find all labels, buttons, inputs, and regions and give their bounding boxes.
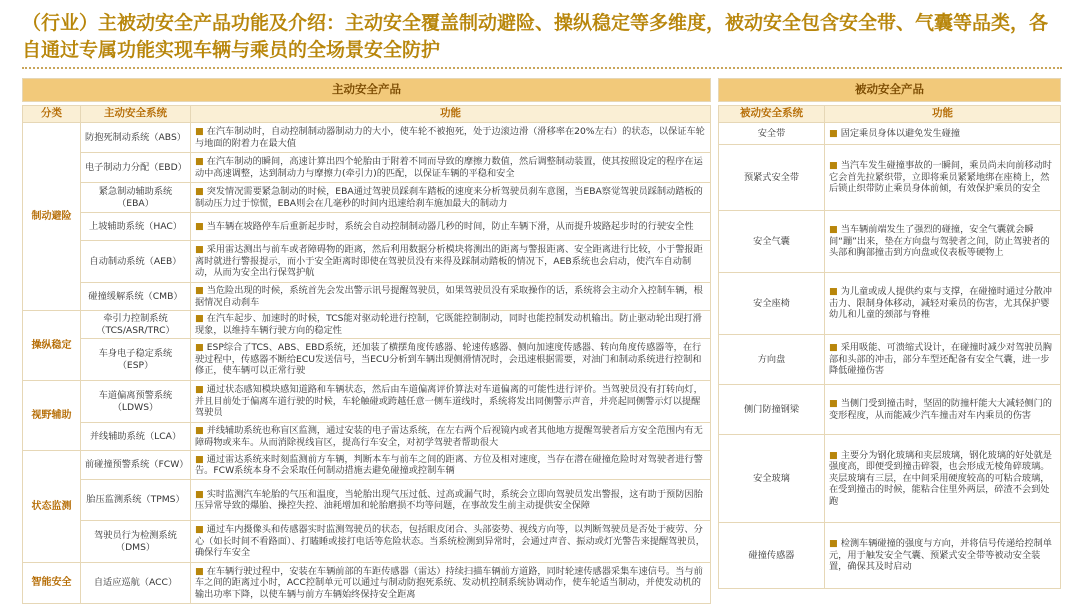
function-aeb: 采用雷达测出与前车或者障碍物的距离，然后利用数据分析模块将测出的距离与警报距离、安全距离进行比较，小于警报距离时就进行警报提示，而小于安全距离时即使在驾驶员没有来得及踩制动踏板的情况下，AEB系统也会启动，使汽车自动制动，从而为安全出行保驾护航 [195,244,703,279]
bullet-icon: ■ [195,220,204,232]
bullet-icon: ■ [195,453,204,465]
system-abs: 防抱死制动系统（ABS） [81,123,191,153]
function-esp: ESP综合了TCS、ABS、EBD系统，还加装了横摆角度传感器、轮速传感器、侧向加速度传感器、转向角度传感器等，在行驶过程中，传感器不断给ECU发送信号，当ECU分析到车辆出现侧滑情况时，会迅速根据需要，对油门和制动系统进行控制和修正，使车辆可以正常行驶 [195,342,702,377]
system-lca: 并线辅助系统（LCA） [81,423,191,451]
function-hac: 当车辆在坡路停车后重新起步时，系统会自动控制制动器几秒的时间，防止车辆下滑，从而提升坡路起步时的行驶安全性 [206,220,694,232]
function-ldws: 通过状态感知模块感知道路和车辆状态，然后由车道偏离评价算法对车道偏离的可能性进行评价。当驾驶员没有打转向灯，并且目前处于偏离车道行驶的时候，车轮触碰或跨越任意一侧车道线时，系统将发出同侧警示声音，并亮起同侧警示灯以提醒驾驶员 [195,384,703,419]
bullet-icon: ■ [195,488,204,500]
bullet-icon: ■ [195,156,204,167]
system-safety-seat: 安全座椅 [719,273,825,335]
passive-safety-table [718,78,1061,589]
function-acc: 在车辆行驶过程中，安装在车辆前部的车距传感器（雷达）持续扫描车辆前方道路，同时轮速传感器采集车速信号。当与前车之间的距离过小时，ACC控制单元可以通过与制动防抱死系统、发动机控制系统协调动作，使车轮适当制动，并使发动机的输出功率下降，以使车辆与前方车辆始终保持安全距离 [195,565,703,600]
system-ebd: 电子制动力分配（EBD） [81,153,191,183]
category-monitoring: 状态监测 [23,451,81,563]
col-header-system: 主动安全系统 [81,106,191,123]
function-dms: 通过车内摄像头和传感器实时监测驾驶员的状态，包括眼皮闭合、头部姿势、视线方向等，以判断驾驶员是否处于疲劳、分心（如长时间不看路面）、打瞌睡或接打电话等危险状态。当系统检测到异常时，会通过声音、振动或灯光警告来提醒驾驶员，确保行车安全 [195,524,705,559]
bullet-icon: ■ [829,449,838,461]
category-stability: 操纵稳定 [23,311,81,381]
function-airbag: 当车辆前端发生了强烈的碰撞，安全气囊就会瞬间“蹦”出来，垫在方向盘与驾驶者之间，防止驾驶者的头部和胸部撞击到方向盘或仪表板等硬物上 [829,224,1050,259]
function-door-beam: 当侧门受到撞击时，坚固的防撞杆能大大减轻侧门的变形程度，从而能减少汽车撞击对车内乘员的伤害 [829,398,1052,421]
function-eba: 突发情况需要紧急制动的时候，EBA通过驾驶员踩刹车踏板的速度来分析驾驶员刹车意图，当EBA察觉驾驶员踩制动踏板的制动压力过于惊慌，EBA则会在几毫秒的时间内迅速给刹车施加最大的制动力 [195,186,703,209]
active-safety-header: 主动安全产品 [23,79,711,102]
system-aeb: 自动制动系统（AEB） [81,241,191,283]
system-tpms: 胎压监测系统（TPMS） [81,480,191,521]
active-safety-table [22,78,711,604]
system-seatbelt: 安全带 [719,123,825,145]
function-pretensioner: 当汽车发生碰撞事故的一瞬间，乘员尚未向前移动时它会首先拉紧织带，立即将乘员紧紧地绑在座椅上，然后锁止织带防止乘员身体前倾，有效保护乘员的安全 [829,160,1052,195]
bullet-icon: ■ [829,398,838,409]
system-tcs: 牵引力控制系统（TCS/ASR/TRC） [81,311,191,339]
function-cmb: 当危险出现的时候，系统首先会发出警示讯号提醒驾驶员，如果驾驶员没有采取操作的话，系统将会主动介入控制车辆，根据情况自动刹车 [195,285,703,308]
function-steering-wheel: 采用吸能、可溃缩式设计，在碰撞时减少对驾驶员胸部和头部的冲击，部分车型还配备有安全气囊，进一步降低碰撞伤害 [829,342,1052,377]
system-dms: 驾驶员行为检测系统（DMS） [81,521,191,563]
bullet-icon: ■ [195,342,204,354]
function-safety-seat: 为儿童或成人提供约束与支撑，在碰撞时通过分散冲击力、限制身体移动，减轻对乘员的伤害，尤其保护婴幼儿和儿童的颈部与脊椎 [829,286,1052,321]
bullet-icon: ■ [829,342,838,354]
system-pretensioner: 预紧式安全带 [719,145,825,211]
bullet-icon: ■ [195,384,204,396]
category-vision: 视野辅助 [23,381,81,451]
category-smart: 智能安全 [23,563,81,604]
system-ldws: 车道偏离预警系统（LDWS） [81,381,191,423]
bullet-icon: ■ [195,565,204,577]
col-header-passive-function: 功能 [825,106,1061,123]
page-title: （行业）主被动安全产品功能及介绍：主动安全覆盖制动避险、操纵稳定等多维度，被动安全包含安全带、气囊等品类，各自通过专属功能实现车辆与乘员的全场景安全防护 [22,12,1049,61]
dotted-divider [22,67,1062,69]
system-steering-wheel: 方向盘 [719,335,825,385]
bullet-icon: ■ [195,244,204,256]
function-fcw: 通过雷达系统来时刻监测前方车辆，判断本车与前车之间的距离、方位及相对速度，当存在潜在碰撞危险时对驾驶者进行警告。FCW系统本身不会采取任何制动措施去避免碰撞或控制车辆 [195,453,703,476]
col-header-function: 功能 [191,106,711,123]
system-cmb: 碰撞缓解系统（CMB） [81,283,191,311]
bullet-icon: ■ [829,224,838,236]
function-lca: 并线辅助系统也称盲区监测，通过安装的电子雷达系统，在左右两个后视镜内或者其他地方提醒驾驶者后方安全范围内有无障碍物或来车。从而消除视线盲区，提高行车安全，对初学驾驶者帮助很大 [195,425,703,448]
bullet-icon: ■ [195,186,204,197]
system-esp: 车身电子稳定系统（ESP） [81,339,191,381]
system-fcw: 前碰撞预警系统（FCW） [81,451,191,480]
bullet-icon: ■ [829,286,838,298]
function-seatbelt: 固定乘员身体以避免发生碰撞 [840,127,961,139]
function-tpms: 实时监测汽车轮胎的气压和温度，当轮胎出现气压过低、过高或漏气时，系统会立即向驾驶员发出警报，这有助于预防因胎压异常导致的爆胎、操控失控、油耗增加和轮胎磨损不均等问题，在事故发生前主动提供安全保障 [195,488,703,511]
function-abs: 在汽车制动时，自动控制制动器制动力的大小，使车轮不被抱死，处于边滚边滑（滑移率在20%左右）的状态，以保证车轮与地面的附着力在最大值 [195,126,705,149]
system-airbag: 安全气囊 [719,211,825,273]
category-braking: 制动避险 [23,123,81,311]
bullet-icon: ■ [829,127,838,139]
bullet-icon: ■ [195,425,204,436]
system-crash-sensor: 碰撞传感器 [719,523,825,589]
passive-safety-header: 被动安全产品 [719,79,1061,102]
bullet-icon: ■ [829,538,838,550]
bullet-icon: ■ [195,313,204,324]
function-ebd: 在汽车制动的瞬间，高速计算出四个轮胎由于附着不同而导致的摩擦力数值，然后调整制动装置，使其按照设定的程序在运动中高速调整，达到制动力与摩擦力(牵引力)的匹配，以保证车辆的平稳和安全 [195,156,703,179]
system-hac: 上坡辅助系统（HAC） [81,213,191,241]
system-door-beam: 侧门防撞钢梁 [719,385,825,435]
col-header-passive-system: 被动安全系统 [719,106,825,123]
function-safety-glass: 主要分为钢化玻璃和夹层玻璃，钢化玻璃的好处就是强度高，即便受到撞击碎裂，也会形成无棱角碎玻璃。夹层玻璃有三层，在中间采用硬度较高的可粘合玻璃，在受到撞击的时候，能粘合住里外两层，碎渣不会到处跑 [829,449,1052,507]
function-crash-sensor: 检测车辆碰撞的强度与方向，并将信号传递给控制单元，用于触发安全气囊、预紧式安全带等被动安全装置，确保其及时启动 [829,538,1052,573]
bullet-icon: ■ [829,160,838,172]
system-acc: 自适应巡航（ACC） [81,563,191,604]
system-safety-glass: 安全玻璃 [719,435,825,523]
bullet-icon: ■ [195,285,204,296]
system-eba: 紧急制动辅助系统（EBA） [81,183,191,213]
bullet-icon: ■ [195,126,204,137]
col-header-category: 分类 [23,106,81,123]
function-tcs: 在汽车起步、加速时的时候，TCS能对驱动轮进行控制，它既能控制制动，同时也能控制发动机输出。防止驱动轮出现打滑现象，以维持车辆行驶方向的稳定性 [195,313,702,336]
bullet-icon: ■ [195,524,204,536]
